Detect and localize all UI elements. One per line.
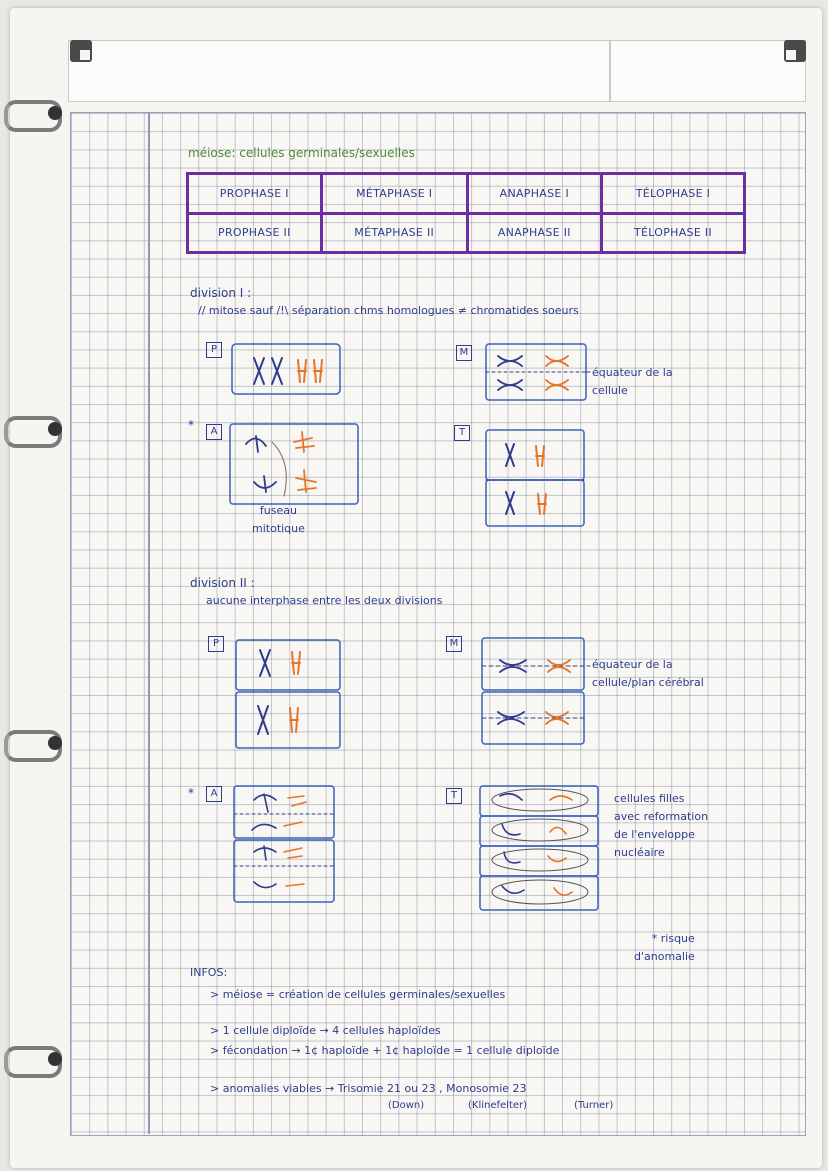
note-line: d'anomalie xyxy=(634,950,695,963)
label-telophase-1: T xyxy=(454,425,470,441)
phase-cell: PROPHASE I xyxy=(188,174,322,214)
anaphase-1-cell xyxy=(230,424,358,504)
phase-cell: TÉLOPHASE I xyxy=(601,174,744,214)
phase-cell: PROPHASE II xyxy=(188,213,322,253)
note-line: cellule xyxy=(592,384,628,397)
label-telophase-2: T xyxy=(446,788,462,804)
infos-line: > méiose = création de cellules germinales/sexuelles xyxy=(210,988,506,1001)
infos-line: > fécondation → 1¢ haploïde + 1¢ haploïde = 1 cellule diploïde xyxy=(210,1044,560,1057)
note-line: avec reformation xyxy=(614,810,709,823)
division-2-title: division II : xyxy=(190,576,255,590)
note-line: cellules filles xyxy=(614,792,685,805)
footnote-down: (Down) xyxy=(388,1100,425,1111)
label-prophase-2: P xyxy=(208,636,224,652)
infos-line: > anomalies viables → Trisomie 21 ou 23 , Monosomie 23 xyxy=(210,1082,527,1095)
heading-prefix: méiose: xyxy=(188,146,236,160)
note-line: mitotique xyxy=(252,522,305,535)
star-mark: * xyxy=(188,786,194,800)
telophase-2-cells xyxy=(480,786,598,910)
division-1-subtitle: // mitose sauf /!\ séparation chms homologues ≠ chromatides soeurs xyxy=(198,304,579,317)
label-metaphase-2: M xyxy=(446,636,462,652)
note-line: équateur de la xyxy=(592,658,673,671)
note-line: équateur de la xyxy=(592,366,673,379)
prophase-2-cells xyxy=(236,640,340,748)
metaphase-1-cell xyxy=(486,344,590,400)
prophase-1-cell xyxy=(232,344,340,394)
division-2-subtitle: aucune interphase entre les deux divisions xyxy=(206,594,443,607)
label-anaphase-1: A xyxy=(206,424,222,440)
phase-cell: ANAPHASE I xyxy=(467,174,601,214)
note-line: cellule/plan cérébral xyxy=(592,676,704,689)
infos-line: > 1 cellule diploïde → 4 cellules haploïdes xyxy=(210,1024,441,1037)
star-mark: * xyxy=(188,418,194,432)
phase-cell: TÉLOPHASE II xyxy=(601,213,744,253)
infos-title: INFOS: xyxy=(190,966,228,979)
label-prophase-1: P xyxy=(206,342,222,358)
label-metaphase-1: M xyxy=(456,345,472,361)
footnote-turner: (Turner) xyxy=(574,1100,614,1111)
note-line: de l'enveloppe xyxy=(614,828,695,841)
label-anaphase-2: A xyxy=(206,786,222,802)
note-line: fuseau xyxy=(259,504,297,517)
division-1-title: division I : xyxy=(190,286,252,300)
anaphase-2-cells xyxy=(234,786,334,902)
phase-cell: MÉTAPHASE I xyxy=(321,174,467,214)
heading-rest: cellules germinales/sexuelles xyxy=(239,146,415,160)
note-line: * risque xyxy=(651,932,695,945)
phase-cell: ANAPHASE II xyxy=(467,213,601,253)
phase-cell: MÉTAPHASE II xyxy=(321,213,467,253)
footnote-klinefelter: (Klinefelter) xyxy=(468,1100,528,1111)
metaphase-2-cells xyxy=(482,638,590,744)
note-line: nucléaire xyxy=(614,846,665,859)
telophase-1-cells xyxy=(486,430,584,526)
